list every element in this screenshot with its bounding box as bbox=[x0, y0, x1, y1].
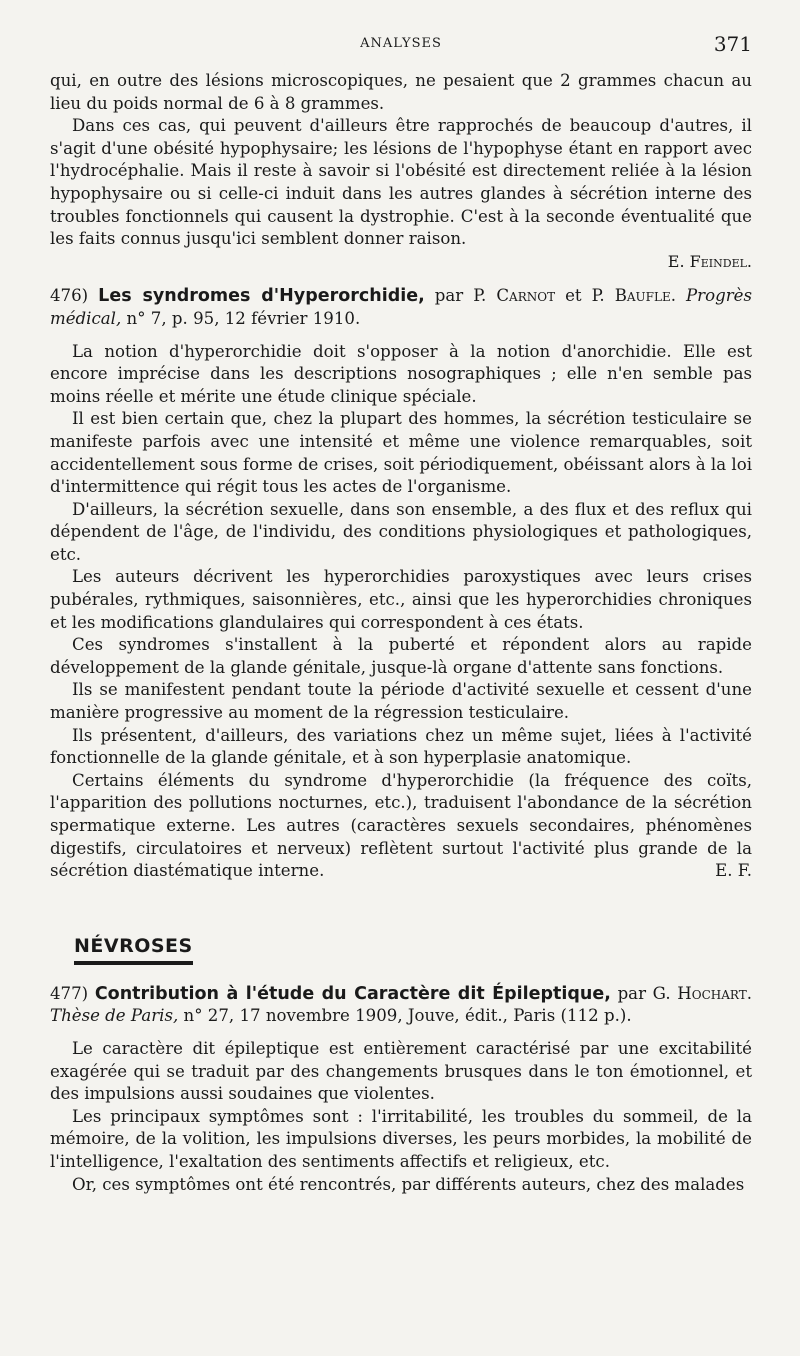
entry-reference: n° 7, p. 95, 12 février 1910. bbox=[121, 308, 361, 328]
entry-476-heading: 476) Les syndromes d'Hyperorchidie, par P. Carnot et P. Baufle. Progrès médical, n° 7, p. 95, 12 février 1910. bbox=[50, 286, 752, 328]
entry-author: Baufle bbox=[614, 286, 671, 306]
entry-title: Contribution à l'étude du Caractère dit Épileptique, bbox=[94, 983, 611, 1004]
entry-476-body bbox=[50, 341, 752, 883]
page-header bbox=[50, 0, 752, 70]
paragraph: qui, en outre des lésions microscopiques, ne pesaient que 2 grammes chacun au lieu du poids normal de 6 à 8 grammes. bbox=[50, 71, 752, 113]
page bbox=[50, 0, 752, 1196]
paragraph: Les principaux symptômes sont : l'irritabilité, les troubles du sommeil, de la mémoire, de la volition, les impulsions diverses, les peurs morbides, la mobilité de l'intelligence, l'exaltation des sentiments affectifs et religieux, etc. bbox=[50, 1106, 752, 1171]
entry-by: par G. bbox=[610, 983, 678, 1003]
entry-by: par P. bbox=[424, 286, 497, 306]
reviewer-signature: E. Feindel. bbox=[667, 251, 752, 271]
entry-author: Hochart bbox=[677, 983, 747, 1003]
reviewer-signature: E. F. bbox=[715, 861, 752, 881]
paragraph: Les auteurs décrivent les hyperorchidies paroxystiques avec leurs crises pubérales, rythmiques, saisonnières, etc., ainsi que les hyperorchidies chroniques et les modifications glandulaires qui correspondent à ces états. bbox=[50, 567, 752, 632]
entry-and: et P. bbox=[555, 286, 615, 306]
entry-number: 477) bbox=[50, 983, 89, 1003]
entry-author: Carnot bbox=[496, 286, 556, 306]
paragraph-text: Certains éléments du syndrome d'hyperorchidie (la fréquence des coïts, l'apparition des pollutions nocturnes, etc.), traduisent l'abondance de la sécrétion spermatique externe. Les autres (caractères sexuels secondaires, phénomènes digestifs, circulatoires et nerveux) reflètent surtout l'activité plus grande de la sécrétion diastématique interne. bbox=[50, 770, 752, 881]
paragraph: Ces syndromes s'installent à la puberté et répondent alors au rapide développement de la glande génitale, jusque-là organe d'attente sans fonctions. bbox=[50, 635, 752, 677]
entry-title: Les syndromes d'Hyperorchidie, bbox=[98, 286, 425, 307]
entry-journal: Thèse de Paris, bbox=[50, 1006, 179, 1026]
paragraph: Dans ces cas, qui peuvent d'ailleurs être rapprochés de beaucoup d'autres, il s'agit d'une obésité hypophysaire; les lésions de l'hypophyse étant en rapport avec l'hydrocéphalie. Mais il reste à savoir si l'obésité est directement reliée à la lésion hypophysaire ou si celle-ci induit dans les autres glandes à sécrétion interne des troubles fonctionnels qui causent la dystrophie. C'est à la seconde éventualité que les faits connus jusqu'ici semblent donner raison. bbox=[50, 116, 752, 249]
section-heading: NÉVROSES bbox=[74, 935, 193, 965]
entry-477-heading: 477) Contribution à l'étude du Caractère dit Épileptique, par G. Hochart. Thèse de Paris, n° 27, 17 novembre 1909, Jouve, édit., Paris (112 p.). bbox=[50, 983, 752, 1026]
paragraph: D'ailleurs, la sécrétion sexuelle, dans son ensemble, a des flux et des reflux qui dépendent de l'âge, de l'individu, des conditions physiologiques et pathologiques, etc. bbox=[50, 499, 752, 564]
entry-journal: Progrès médical, bbox=[50, 286, 752, 328]
page-number: 371 bbox=[713, 32, 752, 56]
running-title: ANALYSES bbox=[360, 36, 442, 51]
paragraph: Ils présentent, d'ailleurs, des variations chez un même sujet, liées à l'activité fonctionnelle de la glande génitale, et à son hyperplasie anatomique. bbox=[50, 725, 752, 768]
section-heading-wrap bbox=[74, 935, 752, 965]
entry-477-body bbox=[50, 1038, 752, 1196]
entry-reference: n° 27, 17 novembre 1909, Jouve, édit., Paris (112 p.). bbox=[178, 1006, 632, 1026]
paragraph: Il est bien certain que, chez la plupart des hommes, la sécrétion testiculaire se manifeste parfois avec une intensité et même une violence remarquables, soit accidentellement sous forme de crises, soit périodiquement, obéissant alors à la loi d'intermittence qui régit tous les actes de l'organisme. bbox=[50, 409, 752, 497]
previous-review bbox=[50, 70, 752, 273]
paragraph: Le caractère dit épileptique est entièrement caractérisé par une excitabilité exagérée qui se traduit par des changements brusques dans le ton émotionnel, et des impulsions aussi soudaines que violentes. bbox=[50, 1038, 752, 1104]
paragraph bbox=[50, 770, 752, 883]
paragraph: Ils se manifestent pendant toute la période d'activité sexuelle et cessent d'une manière progressive au moment de la régression testiculaire. bbox=[50, 680, 752, 723]
paragraph: La notion d'hyperorchidie doit s'opposer à la notion d'anorchidie. Elle est encore imprécise dans les descriptions nosographiques ; elle n'en semble pas moins réelle et mérite une étude clinique spéciale. bbox=[50, 341, 752, 406]
paragraph: Or, ces symptômes ont été rencontrés, par différents auteurs, chez des malades bbox=[72, 1174, 745, 1194]
entry-number: 476) bbox=[50, 286, 89, 306]
